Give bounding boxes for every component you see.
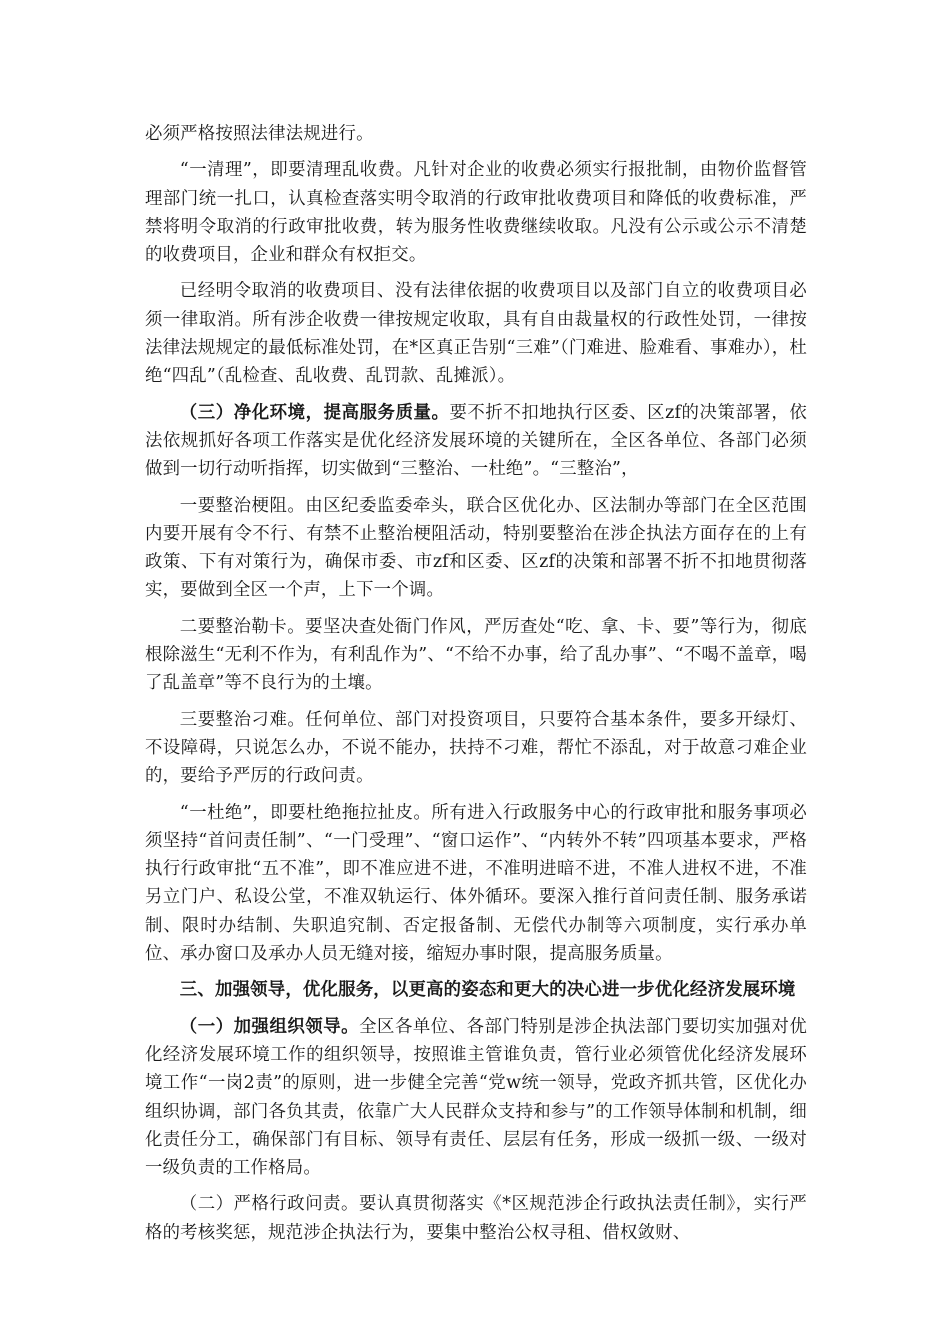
paragraph: “一清理”，即要清理乱收费。凡针对企业的收费必须实行报批制，由物价监督管理部门统一扎口，认真检查落实明令取消的行政审批收费项目和降低的收费标准，严禁将明令取消的行政审批收费，转为服务性收费继续收取。凡没有公示或公示不清楚的收费项目，企业和群众有权拒交。 [145, 160, 807, 266]
section-heading: 三、加强领导，优化服务，以更高的姿态和更大的决心进一步优化经济发展环境 [179, 980, 796, 1001]
paragraph: 必须严格按照法律法规进行。 [145, 124, 374, 144]
paragraph: 三要整治刁难。任何单位、部门对投资项目，只要符合基本条件，要多开绿灯、不设障碍，只说怎么办，不说不能办，扶持不刁难，帮忙不添乱，对于故意刁难企业的，要给予严厉的行政问责。 [145, 709, 807, 787]
paragraph [145, 399, 807, 484]
paragraph [145, 1013, 807, 1183]
paragraph: 已经明令取消的收费项目、没有法律依据的收费项目以及部门自立的收费项目必须一律取消。所有涉企收费一律按规定收取，具有自由裁量权的行政性处罚，一律按法律法规规定的最低标准处罚，在*区真正告别“三难”（门难进、脸难看、事难办），杜绝“四乱”（乱检查、乱收费、乱罚款、乱摊派）。 [145, 281, 807, 387]
section-lead: （一）加强组织领导。 [179, 1016, 360, 1037]
document-page [145, 120, 807, 1255]
paragraph-body: 全区各单位、各部门特别是涉企执法部门要切实加强对优化经济发展环境工作的组织领导，按照谁主管谁负责，管行业必须管优化经济发展环境工作“一岗2责”的原则，进一步健全完善“党w统一领导，党政齐抓共管，区优化办组织协调，部门各负其责，依靠广大人民群众支持和参与”的工作领导体制和机制，细化责任分工，确保部门有目标、领导有责任、层层有任务，形成一级抓一级、一级对一级负责的工作格局。 [145, 1016, 807, 1179]
paragraph-body: 要不折不扣地执行区委、区zf的决策部署，依法依规抓好各项工作落实是优化经济发展环境的关键所在，全区各单位、各部门必须做到一切行动听指挥，切实做到“三整治、一杜绝”。“三整治”， [145, 402, 807, 480]
section-lead: （三）净化环境，提高服务质量。 [179, 402, 450, 423]
paragraph: 二要整治勒卡。要坚决查处衙门作风，严厉查处“吃、拿、卡、要”等行为，彻底根除滋生“无利不作为，有利乱作为”、“不给不办事，给了乱办事”、“不喝不盖章，喝了乱盖章”等不良行为的土壤。 [145, 616, 807, 694]
paragraph: “一杜绝”，即要杜绝拖拉扯皮。所有进入行政服务中心的行政审批和服务事项必须坚持“首问责任制”、“一门受理”、“窗口运作”、“内转外不转”四项基本要求，严格执行行政审批“五不准”，即不准应进不进，不准明进暗不进，不准人进权不进，不准另立门户、私设公堂，不准双轨运行、体外循环。要深入推行首问责任制、服务承诺制、限时办结制、失职追究制、否定报备制、无偿代办制等六项制度，实行承办单位、承办窗口及承办人员无缝对接，缩短办事时限，提高服务质量。 [145, 802, 807, 965]
paragraph: 一要整治梗阻。由区纪委监委牵头，联合区优化办、区法制办等部门在全区范围内要开展有令不行、有禁不止整治梗阻活动，特别要整治在涉企执法方面存在的上有政策、下有对策行为，确保市委、市zf和区委、区zf的决策和部署不折不扣地贯彻落实，要做到全区一个声，上下一个调。 [145, 495, 807, 601]
paragraph: （二）严格行政问责。要认真贯彻落实《*区规范涉企行政执法责任制》，实行严格的考核奖惩，规范涉企执法行为，要集中整治公权寻租、借权敛财、 [145, 1194, 807, 1243]
